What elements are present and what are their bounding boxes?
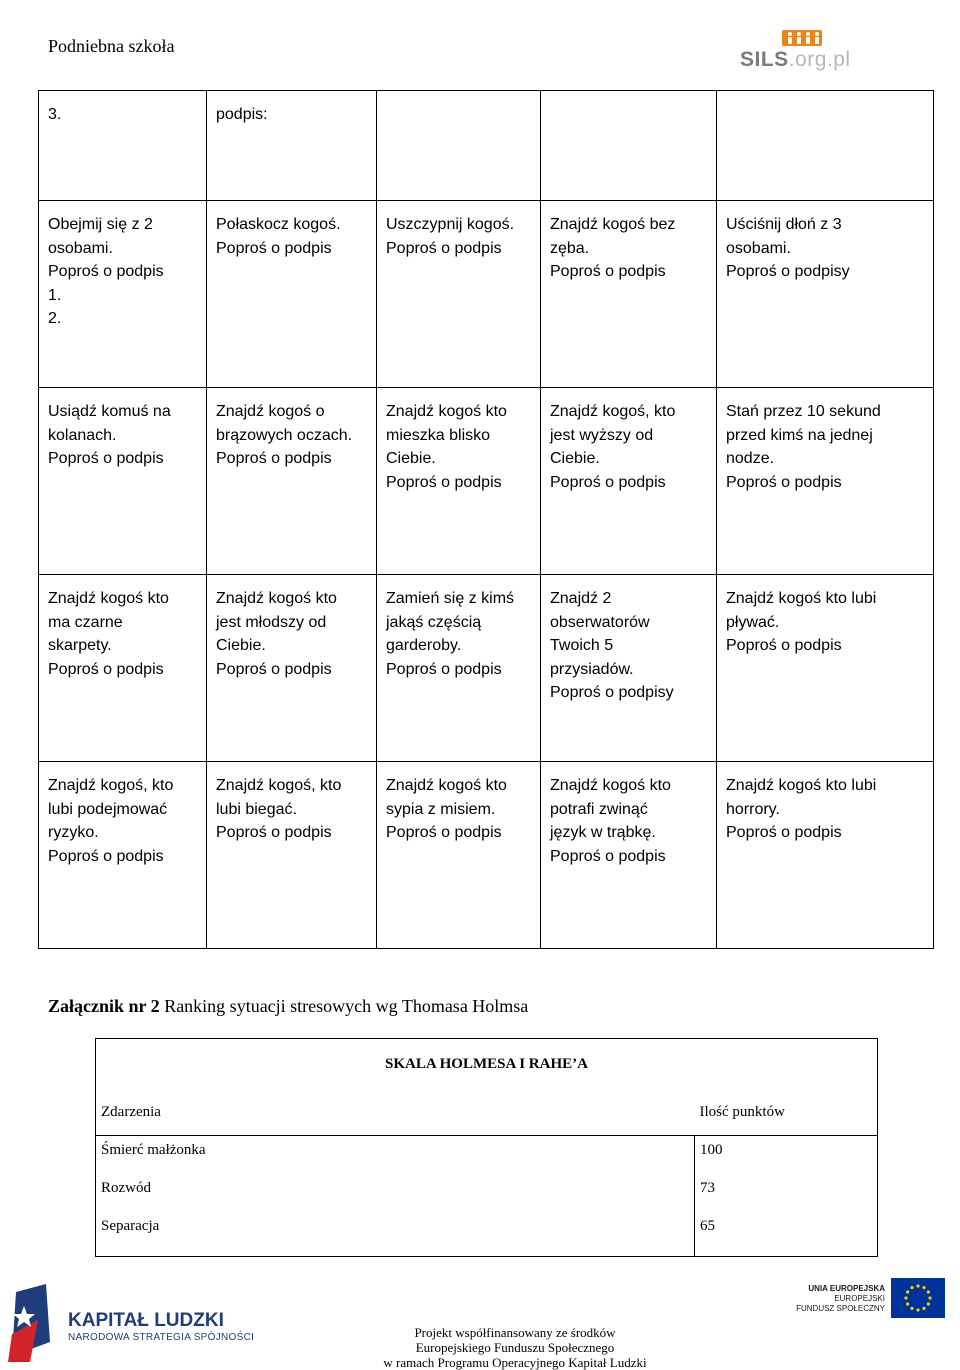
bingo-cell [717,762,934,949]
bingo-cell [207,762,377,949]
bingo-cell-line: Poproś o podpis [48,847,164,865]
bingo-cell-line: Poproś o podpis [216,450,332,467]
sils-logo-suffix: .org.pl [788,48,851,71]
bingo-cell-line: Ciebie. [216,637,266,654]
bingo-cell-line: Znajdź kogoś kto [216,590,337,607]
eu-line-1: UNIA EUROPEJSKA [808,1284,885,1293]
eu-line-2: EUROPEJSKI [834,1294,885,1303]
bingo-cell-line: Ciebie. [386,450,436,467]
bingo-cell-line: Znajdź kogoś kto [48,590,169,607]
bingo-cell-line: Uszczypnij kogoś. [386,216,515,233]
bingo-cell-line: Uściśnij dłoń z 3 [726,216,842,233]
bingo-cell-line: skarpety. [48,637,112,654]
holmes-body-row [96,1136,878,1257]
eu-star-icon [906,1302,909,1305]
bingo-cell-line: Stań przez 10 sekund [726,403,881,420]
eu-flag-icon [891,1278,945,1318]
holmes-rahe-table [95,1038,878,1257]
bingo-cell-line: Znajdź kogoś bez [550,216,676,233]
bingo-cell-line: Poproś o podpis [386,473,502,491]
bingo-cell-line: garderoby. [386,637,462,654]
points-item: 73 [700,1180,715,1196]
bingo-cell-text: 3. [48,106,62,123]
bingo-cell-line: horrory. [726,800,780,818]
eu-logo [795,1278,947,1322]
points-item: 65 [700,1218,715,1234]
eu-star-icon [910,1307,913,1310]
bingo-cell-line: Połaskocz kogoś. [216,216,341,233]
bingo-cell [717,91,934,201]
bingo-cell-line: Poproś o podpis [726,637,842,654]
bingo-table [38,90,934,949]
bingo-cell-line: Znajdź kogoś kto [386,777,507,794]
col-header-events: Zdarzenia [96,1089,695,1136]
bingo-cell [717,388,934,575]
bingo-cell-line: jest młodszy od [216,613,327,631]
bingo-cell-line: kolanach. [48,426,117,444]
eu-star-icon [922,1286,925,1289]
sils-logo-main: SILS [740,48,789,71]
bingo-cell [541,201,717,388]
bingo-cell-line: 1. [48,286,62,304]
eu-logo-text [795,1284,885,1314]
bingo-cell-line: jest wyższy od [550,426,654,444]
bingo-cell-line: Poproś o podpis [48,660,164,678]
bingo-cell-line: mieszka blisko [386,426,491,444]
bingo-cell [541,762,717,949]
bingo-cell-line: jakąś częścią [386,613,482,631]
event-item: Rozwód [101,1180,151,1196]
event-item: Separacja [101,1218,160,1234]
kapital-ludzki-logo [8,1284,255,1364]
holmes-header-row [96,1089,878,1136]
col-header-points: Ilość punktów [695,1089,878,1136]
bingo-cell-line: lubi biegać. [216,800,297,818]
bingo-cell-line: Poproś o podpis [216,824,332,841]
bingo-cell [39,388,207,575]
bingo-cell-line: język w trąbkę. [550,824,656,841]
bingo-cell-line: Poproś o podpisy [726,263,850,280]
bingo-cell-line: Poproś o podpis [386,824,502,841]
bingo-cell-line: Znajdź kogoś, kto [550,403,676,420]
holmes-title-row [96,1039,878,1090]
bingo-cell-line: Obejmij się z 2 [48,216,153,233]
bingo-cell [377,575,541,762]
kapital-ludzki-title: KAPITAŁ LUDZKI [68,1310,224,1331]
bingo-cell-line: Poproś o podpis [386,239,502,257]
bingo-cell-line: Poproś o podpis [48,450,164,467]
bingo-cell-line: osobami. [48,239,113,257]
bingo-cell-line: osobami. [726,239,791,257]
bingo-cell-line: Znajdź kogoś, kto [48,777,174,794]
eu-star-icon [922,1307,925,1310]
bingo-cell-line: Usiądź komuś na [48,403,171,420]
bingo-cell [207,91,377,201]
bingo-cell-line: Poproś o podpis [726,473,842,491]
eu-star-icon [927,1290,930,1293]
bingo-cell-line: Twoich 5 [550,637,614,654]
eu-star-icon [910,1286,913,1289]
bingo-cell [39,201,207,388]
bingo-header-row [39,91,934,201]
bingo-cell-line: Znajdź kogoś kto lubi [726,777,877,794]
footer-cofinancing-note [355,1325,675,1370]
page-header-title: Podniebna szkoła [48,36,175,56]
bingo-cell [541,575,717,762]
sils-figures-icon [782,26,826,48]
event-item: Śmierć małżonka [101,1142,206,1158]
points-column [695,1136,878,1257]
bingo-row [39,201,934,388]
bingo-cell [377,762,541,949]
bingo-cell-line: sypia z misiem. [386,800,496,818]
footer-note-line: Europejskiego Funduszu Społecznego [415,1340,615,1355]
bingo-cell-line: Poproś o podpis [386,660,502,678]
eu-star-icon [928,1296,931,1299]
bingo-cell-line: Poproś o podpis [48,263,164,280]
attachment-label: Załącznik nr 2 [48,996,160,1016]
events-column [96,1136,695,1257]
eu-line-3: FUNDUSZ SPOŁECZNY [796,1304,885,1313]
bingo-cell-line: Zamień się z kimś [386,590,515,607]
bingo-row [39,762,934,949]
attachment-heading [48,996,528,1017]
bingo-cell [39,91,207,201]
holmes-table-title: SKALA HOLMESA I RAHE’A [96,1039,878,1090]
bingo-cell [541,388,717,575]
bingo-cell [207,388,377,575]
eu-star-icon [916,1308,919,1311]
bingo-cell-line: Znajdź kogoś kto lubi [726,590,877,607]
bingo-cell-line: Znajdź kogoś, kto [216,777,342,794]
bingo-cell-line: Poproś o podpis [726,824,842,841]
points-item: 100 [700,1142,723,1158]
sils-logo-text [740,48,851,72]
bingo-cell [377,201,541,388]
bingo-cell-line: nodze. [726,450,775,467]
bingo-cell [39,762,207,949]
bingo-cell [377,91,541,201]
bingo-cell-line: Poproś o podpis [216,239,332,257]
bingo-cell-line: obserwatorów [550,613,650,631]
attachment-title: Ranking sytuacji stresowych wg Thomasa Holmsa [159,996,529,1016]
bingo-cell-line: potrafi zwinąć [550,800,648,818]
bingo-cell [377,388,541,575]
bingo-cell-line: przed kimś na jednej [726,426,873,444]
eu-star-icon [904,1296,907,1299]
kapital-ludzki-subtitle: NARODOWA STRATEGIA SPÓJNOŚCI [68,1332,255,1343]
sils-logo [740,24,852,76]
kapital-ludzki-emblem-icon [8,1284,58,1364]
bingo-cell-line: Znajdź kogoś kto [550,777,671,794]
bingo-cell-line: Poproś o podpis [550,263,666,280]
bingo-cell-line: Poproś o podpisy [550,684,674,701]
bingo-cell [207,575,377,762]
bingo-cell [541,91,717,201]
bingo-cell-line: pływać. [726,613,780,631]
bingo-row [39,388,934,575]
footer-note-line: Projekt współfinansowany ze środków [414,1325,616,1340]
bingo-cell-text: podpis: [216,106,268,123]
bingo-cell-line: przysiadów. [550,660,634,678]
bingo-cell-line: Znajdź 2 [550,590,612,607]
bingo-cell-line: ryzyko. [48,824,99,841]
bingo-cell-line: Znajdź kogoś o [216,403,325,420]
bingo-cell-line: Znajdź kogoś kto [386,403,507,420]
bingo-cell-line: Ciebie. [550,450,600,467]
bingo-cell [207,201,377,388]
bingo-cell [717,201,934,388]
bingo-cell-line: Poproś o podpis [550,847,666,865]
eu-star-icon [906,1290,909,1293]
bingo-cell-line: 2. [48,310,62,327]
bingo-cell-line: ma czarne [48,613,123,631]
bingo-row [39,575,934,762]
bingo-cell-line: zęba. [550,239,590,257]
bingo-table-body [39,91,934,949]
bingo-cell-line: lubi podejmować [48,800,168,818]
footer-note-line: w ramach Programu Operacyjnego Kapitał Ludzki [383,1355,647,1370]
bingo-cell [39,575,207,762]
eu-star-icon [916,1284,919,1287]
bingo-cell-line: Poproś o podpis [216,660,332,678]
bingo-cell-line: Poproś o podpis [550,473,666,491]
bingo-cell-line: brązowych oczach. [216,426,353,444]
bingo-cell [717,575,934,762]
eu-star-icon [927,1302,930,1305]
